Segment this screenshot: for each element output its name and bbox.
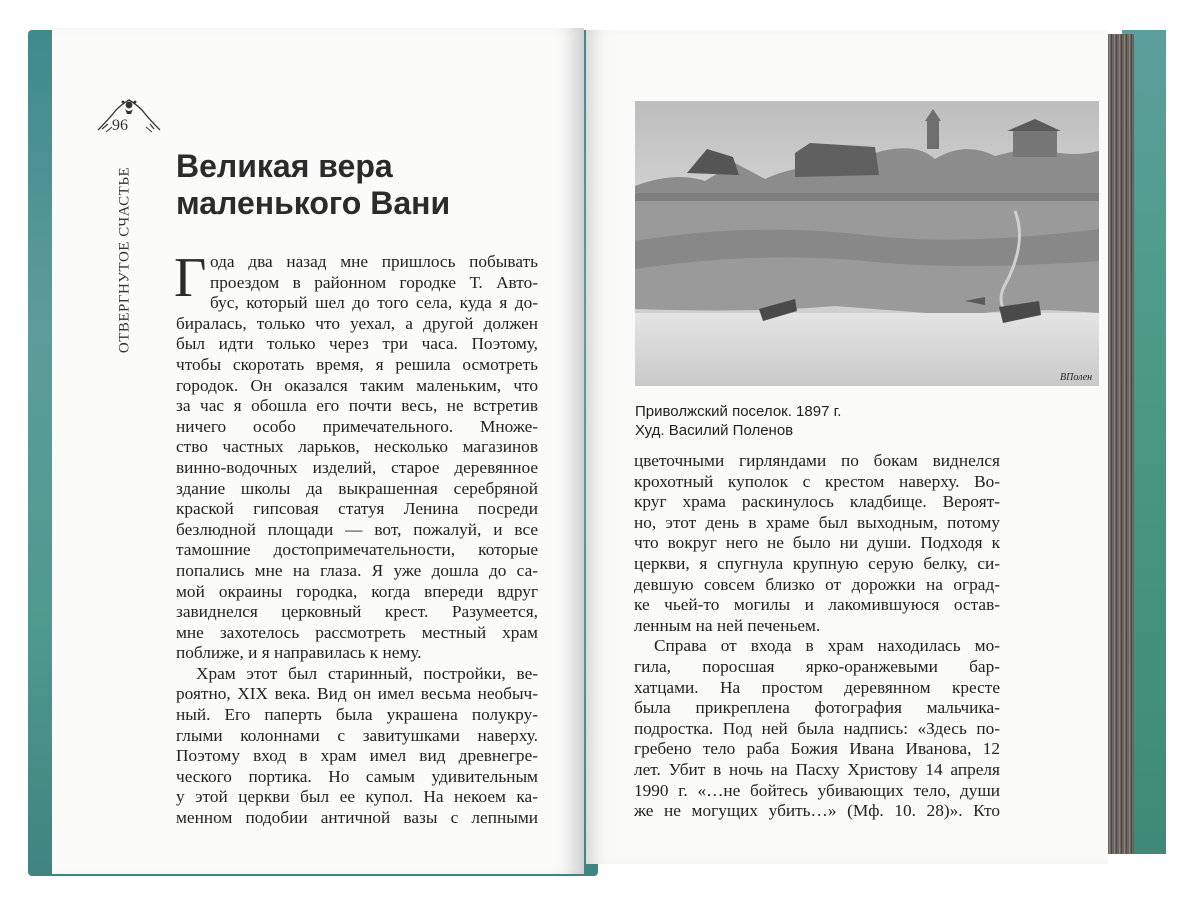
text-line: гила, поросшая ярко-оранжевыми бар-	[634, 656, 1000, 676]
drop-cap: Г	[174, 247, 207, 309]
text-line: крохотный куполок с крестом наверху. Во-	[634, 471, 1000, 491]
text-line: здание школы да выкрашенная серебряной	[176, 478, 538, 498]
text-line: за час я обошла его почти весь, не встретив	[176, 396, 538, 416]
caption-line: Худ. Василий Поленов	[635, 422, 794, 439]
text-line: глыми колоннами с завитушками наверху.	[176, 725, 538, 745]
text-line: ничего особо примечательного. Множе-	[176, 416, 538, 436]
text-line: завиднелся церковный крест. Разумеется,	[176, 602, 538, 622]
text-line: роятно, XIX века. Вид он имел весьма необыч-	[176, 684, 538, 704]
text-line: Храм этот был старинный, постройки, ве-	[196, 663, 538, 683]
text-line: но, этот день в храме был выходным, потому	[634, 512, 1000, 532]
text-line: была прикреплена фотография мальчика-	[634, 698, 1000, 718]
text-line: краской гипсовая статуя Ленина посреди	[176, 499, 538, 519]
text-line: попались мне на глаза. Я уже дошла до са-	[176, 560, 538, 580]
text-line: Поэтому вход в храм имел вид древнегре-	[176, 746, 538, 766]
page-number: 96	[112, 117, 128, 134]
text-line: чтобы скоротать время, я решила осмотреть	[176, 354, 538, 374]
chapter-heading	[176, 148, 556, 222]
left-page-text	[174, 247, 538, 829]
text-line: ческого портика. Но самым удивительным	[176, 766, 538, 786]
text-line: гребено тело раба Божия Ивана Иванова, 12	[634, 739, 1000, 759]
text-line: тамошние достопримечательности, которые	[176, 540, 538, 560]
text-line: церкви, я спугнула крупную серую белку, си-	[634, 553, 1000, 573]
text-line: ство частных ларьков, несколько магазинов	[176, 437, 538, 457]
text-line: ке чьей-то могилы и лакомившуюся остав-	[634, 595, 1000, 615]
text-line: был идти только через три часа. Поэтому,	[176, 334, 538, 354]
text-line: у этой церкви был ее купол. На некоем ка-	[176, 787, 538, 807]
text-line: круг храма раскинулось кладбище. Вероят-	[634, 492, 1000, 512]
running-title	[88, 158, 162, 362]
caption-line: Приволжский поселок. 1897 г.	[635, 403, 842, 420]
ornament-icon	[96, 96, 162, 136]
text-line: 1990 г. «…не бойтесь убивающих тело, души	[634, 780, 1000, 800]
text-line: проездом в районном городке Т. Авто-	[210, 272, 538, 292]
heading-line: Великая вера	[176, 148, 393, 184]
text-line: биралась, только что уехал, а другой должен	[176, 313, 538, 333]
text-line: бус, который шел до того села, куда я до-	[210, 293, 538, 313]
text-line: безлюдной площади — вот, пожалуй, и все	[176, 519, 538, 539]
running-title-text: ОТВЕРГНУТОЕ СЧАСТЬЕ	[116, 166, 133, 354]
text-line: мой окраины городка, когда впереди вдруг	[176, 581, 538, 601]
painting-image	[635, 101, 1099, 386]
text-line: менном подобии античной вазы с лепными	[176, 808, 538, 828]
text-line: же не могущих убить…» (Мф. 10. 28)». Кто	[634, 801, 1000, 821]
page-edges	[1108, 34, 1134, 854]
text-line: винно-водочных изделий, старое деревянное	[176, 457, 538, 477]
text-line: мне захотелось рассмотреть местный храм	[176, 622, 538, 642]
text-line: цветочными гирляндами по бокам виднелся	[634, 451, 1000, 470]
text-line: девшую совсем близко от дорожки на оград-	[634, 574, 1000, 594]
text-line: ный. Его паперть была украшена полукру-	[176, 705, 538, 725]
heading-line: маленького Вани	[176, 185, 451, 221]
text-line: ода два назад мне пришлось побывать	[210, 252, 538, 271]
text-line: подростка. Под ней была надпись: «Здесь по-	[634, 718, 1000, 738]
painting-signature: ВПолен	[1060, 372, 1093, 383]
text-line: лет. Убит в ночь на Пасху Христову 14 апреля	[634, 759, 1000, 779]
image-caption	[635, 402, 1065, 440]
text-line: поближе, и я направилась к нему.	[176, 643, 422, 663]
text-line: хатцами. На простом деревянном кресте	[634, 677, 1000, 697]
text-line: что вокруг него не было ни души. Подходя к	[634, 533, 1000, 553]
text-line: ленным на ней печеньем.	[634, 615, 821, 635]
text-line: городок. Он оказался таким маленьким, что	[176, 375, 538, 395]
right-page-text	[634, 451, 1000, 822]
text-line: Справа от входа в храм находилась мо-	[654, 636, 1000, 656]
